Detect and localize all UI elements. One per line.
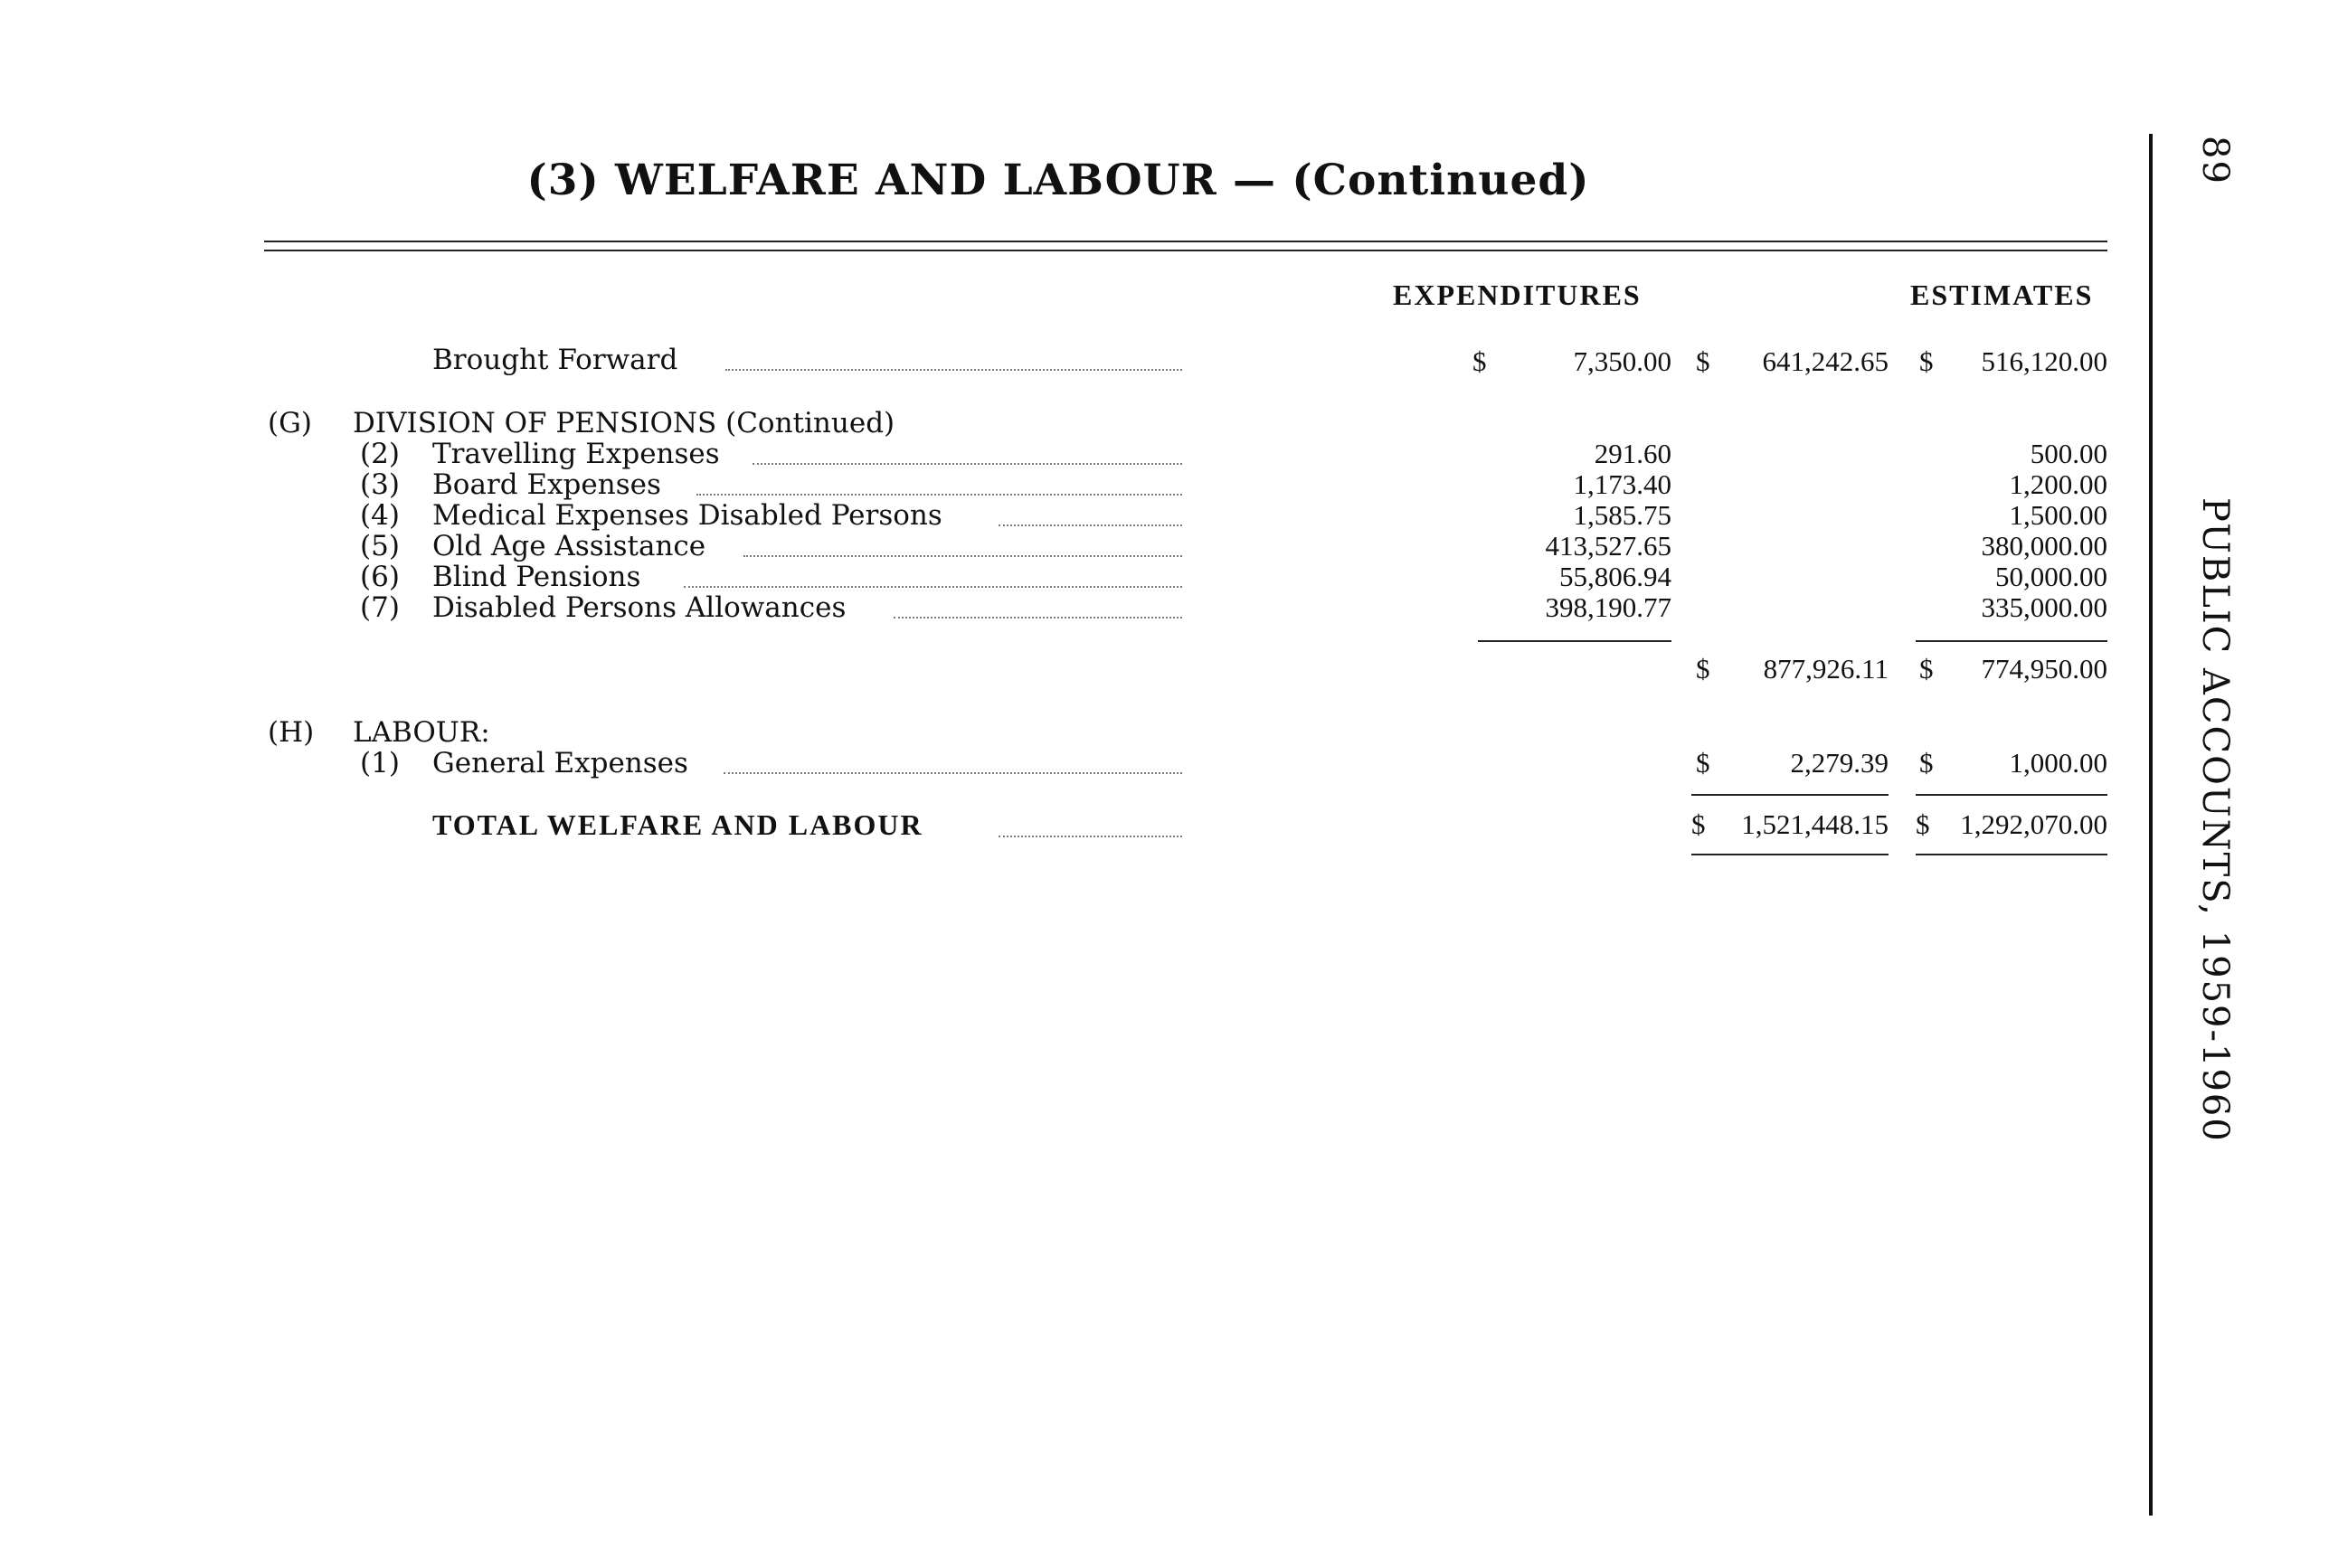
brought-forward-label: Brought Forward [432, 344, 678, 376]
dollar-sign: $ [1919, 345, 1934, 377]
page-number: 89 [2194, 136, 2236, 185]
estimate-underline [1916, 640, 2107, 642]
leader-dots [894, 617, 1182, 619]
double-underline-top [1691, 854, 1889, 855]
item-estimate: 50,000.00 [1995, 561, 2107, 592]
brought-forward-expenditure: 7,350.00 [1573, 345, 1671, 377]
section-h-heading: LABOUR: [353, 716, 490, 749]
brought-forward-total: 641,242.65 [1762, 345, 1889, 377]
item-label: Travelling Expenses [432, 438, 720, 470]
dollar-sign: $ [1696, 653, 1710, 685]
item-label: Medical Expenses Disabled Persons [432, 499, 942, 532]
item-expenditure: 55,806.94 [1559, 561, 1671, 592]
dollar-sign: $ [1919, 653, 1934, 685]
running-title: PUBLIC ACCOUNTS, 1959-1960 [2194, 497, 2236, 1143]
section-g-estimate-subtotal: 774,950.00 [1981, 653, 2107, 685]
section-g-heading: DIVISION OF PENSIONS (Continued) [353, 407, 895, 439]
leader-dots [724, 772, 1182, 774]
leader-dots [999, 836, 1182, 837]
item-estimate: 1,500.00 [2009, 499, 2107, 531]
brought-forward-estimate: 516,120.00 [1981, 345, 2107, 377]
running-head [2182, 136, 2236, 1167]
item-label: Blind Pensions [432, 561, 641, 593]
item-estimate: 1,200.00 [2009, 468, 2107, 500]
item-expenditure: 413,527.65 [1545, 530, 1671, 562]
item-number: (4) [360, 499, 400, 532]
item-number: (5) [360, 530, 400, 562]
item-expenditure: 398,190.77 [1545, 591, 1671, 623]
section-h-total: 2,279.39 [1790, 747, 1889, 779]
grand-total-expenditure: 1,521,448.15 [1741, 808, 1889, 840]
leader-dots [999, 524, 1182, 526]
page-title: (3) WELFARE AND LABOUR — (Continued) [526, 156, 1590, 205]
leader-dots [753, 463, 1182, 465]
title-rule-bottom [264, 250, 2107, 251]
item-estimate: 380,000.00 [1981, 530, 2107, 562]
dollar-sign: $ [1916, 808, 1930, 840]
dollar-sign: $ [1472, 345, 1487, 377]
grand-total-label: TOTAL WELFARE AND LABOUR [432, 808, 923, 841]
column-header-estimates: ESTIMATES [1910, 279, 2094, 311]
item-label: Disabled Persons Allowances [432, 591, 847, 624]
item-estimate: 335,000.00 [1981, 591, 2107, 623]
item-estimate: 500.00 [2030, 438, 2107, 469]
leader-dots [725, 369, 1182, 371]
section-h-estimate: 1,000.00 [2009, 747, 2107, 779]
margin-rule [2149, 134, 2153, 1516]
dollar-sign: $ [1919, 747, 1934, 779]
title-rule-top [264, 241, 2107, 242]
leader-dots [743, 555, 1182, 557]
section-g-subtotal: 877,926.11 [1763, 653, 1889, 685]
item-label: Board Expenses [432, 468, 661, 501]
dollar-sign: $ [1691, 808, 1706, 840]
item-label: Old Age Assistance [432, 530, 706, 562]
item-expenditure: 291.60 [1594, 438, 1671, 469]
total-underline [1691, 794, 1889, 796]
grand-total-estimate: 1,292,070.00 [1960, 808, 2107, 840]
item-number: (6) [360, 561, 400, 593]
expenditure-underline [1478, 640, 1671, 642]
leader-dots [696, 494, 1182, 496]
column-header-expenditures: EXPENDITURES [1393, 279, 1642, 311]
section-h-letter: (H) [268, 716, 315, 749]
dollar-sign: $ [1696, 747, 1710, 779]
section-g-letter: (G) [268, 407, 312, 439]
item-number: (1) [360, 747, 400, 779]
item-number: (2) [360, 438, 400, 470]
estimate-underline [1916, 794, 2107, 796]
item-number: (3) [360, 468, 400, 501]
item-expenditure: 1,173.40 [1573, 468, 1671, 500]
dollar-sign: $ [1696, 345, 1710, 377]
double-underline-top [1916, 854, 2107, 855]
leader-dots [684, 586, 1182, 588]
item-label: General Expenses [432, 747, 688, 779]
item-number: (7) [360, 591, 400, 624]
item-expenditure: 1,585.75 [1573, 499, 1671, 531]
